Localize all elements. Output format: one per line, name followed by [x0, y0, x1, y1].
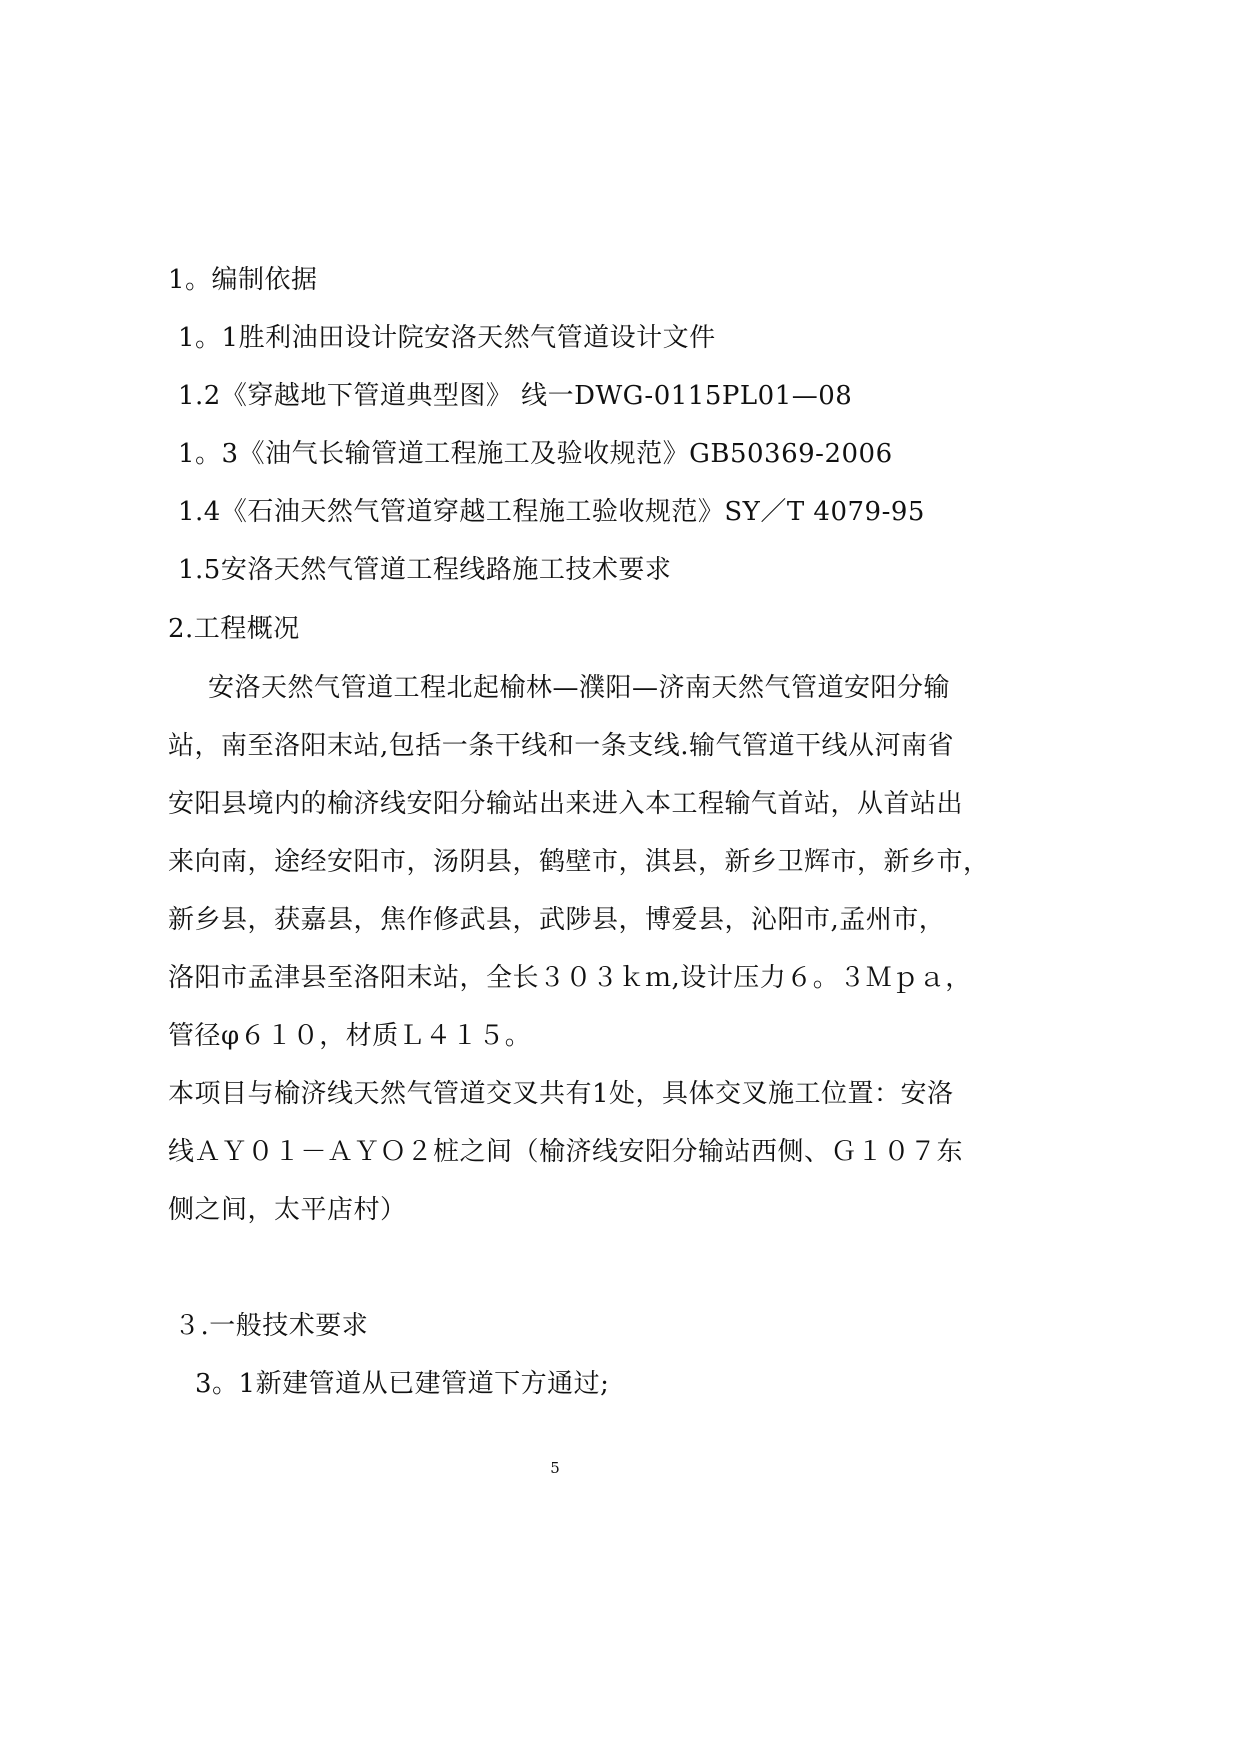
paragraph-line: 线ＡＹ０１－ＡＹＯ２桩之间（榆济线安阳分输站西侧、Ｇ１０７东	[168, 1137, 964, 1167]
paragraph-line: 来向南，途经安阳市，汤阴县，鹤壁市，淇县，新乡卫辉市，新乡市，	[168, 847, 990, 877]
list-item: 1.4《石油天然气管道穿越工程施工验收规范》SY／T 4079-95	[178, 497, 925, 527]
section-heading: ３.一般技术要求	[174, 1311, 369, 1341]
page-number: 5	[550, 1459, 560, 1477]
paragraph-line: 管径φ６１０，材质Ｌ４１５。	[168, 1021, 532, 1051]
paragraph-line: 安洛天然气管道工程北起榆林—濮阳—济南天然气管道安阳分输	[208, 673, 951, 703]
paragraph-line: 洛阳市孟津县至洛阳末站，全长３０３ｋｍ,设计压力６。３Ｍｐａ，	[168, 963, 972, 993]
paragraph-line: 侧之间，太平店村）	[168, 1195, 407, 1225]
paragraph-line: 本项目与榆济线天然气管道交叉共有1处，具体交叉施工位置：安洛	[168, 1079, 954, 1109]
list-item: 1。1胜利油田设计院安洛天然气管道设计文件	[178, 323, 716, 353]
paragraph-line: 站，南至洛阳末站,包括一条干线和一条支线.输气管道干线从河南省	[168, 731, 955, 761]
paragraph-line: 安阳县境内的榆济线安阳分输站出来进入本工程输气首站，从首站出	[168, 789, 964, 819]
section-heading: 2.工程概况	[168, 614, 300, 644]
list-item: 1。3《油气长输管道工程施工及验收规范》GB50369-2006	[178, 439, 893, 469]
section-heading: 1。编制依据	[168, 265, 318, 295]
list-item: 1.2《穿越地下管道典型图》 线一DWG-0115PL01—08	[178, 381, 853, 411]
paragraph-line: 新乡县，获嘉县，焦作修武县，武陟县，博爱县，沁阳市,孟州市，	[168, 905, 946, 935]
list-item: 1.5安洛天然气管道工程线路施工技术要求	[178, 555, 672, 585]
list-item: 3。1新建管道从已建管道下方通过;	[195, 1369, 610, 1399]
